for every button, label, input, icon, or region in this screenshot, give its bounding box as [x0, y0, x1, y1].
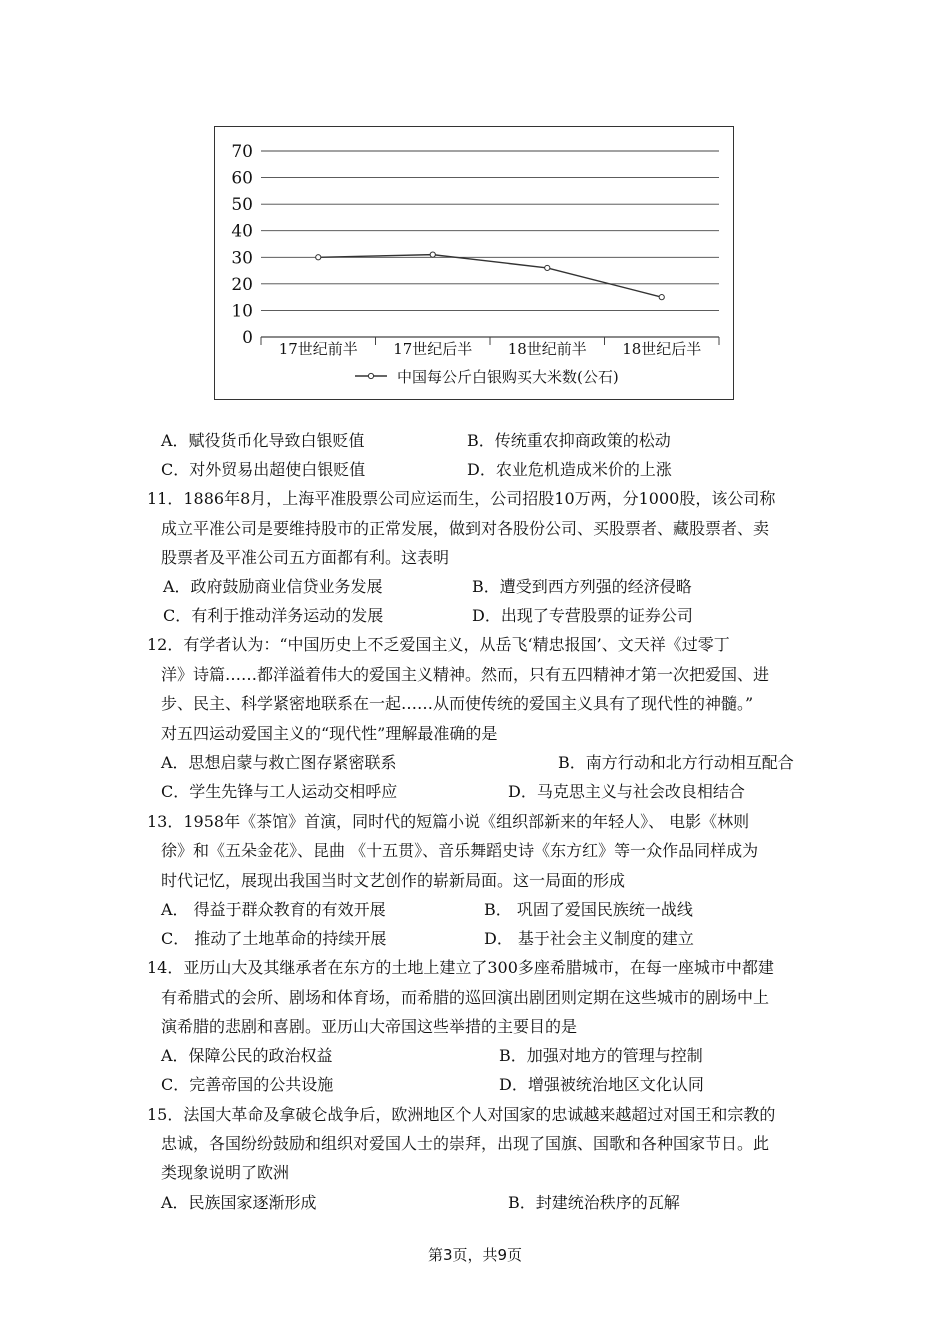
data-point	[316, 255, 321, 260]
line-chart-svg	[215, 127, 735, 401]
q14-stem-line: 14．亚历山大及其继承者在东方的土地上建立了300多座希腊城市，在每一座城市中都建	[147, 958, 774, 977]
q13-option-b: B． 巩固了爱国民族统一战线	[484, 900, 693, 919]
q13-option-a: A． 得益于群众教育的有效开展	[161, 900, 386, 919]
q13-option-d: D． 基于社会主义制度的建立	[484, 929, 694, 948]
y-tick-label: 10	[231, 301, 253, 322]
data-point	[430, 252, 435, 257]
q12-option-a: A．思想启蒙与救亡图存紧密联系	[161, 753, 397, 772]
legend-label: 中国每公斤白银购买大米数(公石)	[397, 368, 619, 386]
silver-rice-chart	[214, 126, 734, 400]
q11-stem-line: 成立平准公司是要维持股市的正常发展，做到对各股份公司、买股票者、藏股票者、卖	[161, 519, 770, 538]
q10-option-a: A．赋役货币化导致白银贬值	[161, 431, 365, 450]
q12-option-d: D．马克思主义与社会改良相结合	[508, 782, 745, 801]
q12-stem-line: 洋》诗篇……都洋溢着伟大的爱国主义精神。然而，只有五四精神才第一次把爱国、进	[161, 665, 770, 684]
x-tick-label: 17世纪前半	[278, 340, 358, 358]
q10-option-d: D．农业危机造成米价的上涨	[467, 460, 672, 479]
q12-option-b: B．南方行动和北方行动相互配合	[558, 753, 794, 772]
q15-option-a: A．民族国家逐渐形成	[161, 1193, 317, 1212]
y-tick-label: 40	[231, 221, 253, 242]
y-tick-label: 20	[231, 274, 253, 295]
series-line	[318, 255, 662, 298]
q15-stem-line: 忠诚，各国纷纷鼓励和组织对爱国人士的崇拜，出现了国旗、国歌和各种国家节日。此	[161, 1134, 770, 1153]
page-number-footer: 第3页，共9页	[427, 1246, 523, 1264]
q12-stem-line: 步、民主、科学紧密地联系在一起……从而使传统的爱国主义具有了现代性的神髓。”	[161, 694, 754, 713]
x-tick-label: 18世纪后半	[622, 340, 702, 358]
q11-option-c: C．有利于推动洋务运动的发展	[163, 606, 384, 625]
x-tick-label: 17世纪后半	[393, 340, 473, 358]
legend-marker	[368, 373, 373, 378]
q13-stem-line: 徐》和《五朵金花》、昆曲 《十五贯》、音乐舞蹈史诗《东方红》等一众作品同样成为	[161, 841, 759, 860]
q13-stem-line: 时代记忆，展现出我国当时文艺创作的崭新局面。这一局面的形成	[161, 871, 626, 890]
data-point	[659, 295, 664, 300]
q13-stem-line: 13．1958年《茶馆》首演，同时代的短篇小说《组织部新来的年轻人》、 电影《林则	[147, 812, 750, 831]
data-point	[545, 265, 550, 270]
y-tick-label: 70	[231, 142, 253, 162]
q12-stem-line: 对五四运动爱国主义的“现代性”理解最准确的是	[161, 724, 498, 743]
q15-option-b: B．封建统治秩序的瓦解	[508, 1193, 680, 1212]
y-tick-label: 50	[231, 195, 253, 216]
y-tick-label: 30	[231, 248, 253, 269]
q11-option-b: B．遭受到西方列强的经济侵略	[472, 577, 692, 596]
q15-stem-line: 类现象说明了欧洲	[161, 1163, 290, 1182]
x-tick-label: 18世纪前半	[507, 340, 587, 358]
q14-option-d: D．增强被统治地区文化认同	[499, 1075, 704, 1094]
q10-option-c: C．对外贸易出超使白银贬值	[161, 460, 366, 479]
q13-option-c: C． 推动了土地革命的持续开展	[161, 929, 387, 948]
q10-option-b: B．传统重农抑商政策的松动	[467, 431, 671, 450]
q11-option-a: A．政府鼓励商业信贷业务发展	[163, 577, 383, 596]
q14-option-b: B．加强对地方的管理与控制	[499, 1046, 703, 1065]
q14-option-c: C．完善帝国的公共设施	[161, 1075, 334, 1094]
q15-stem-line: 15．法国大革命及拿破仑战争后，欧洲地区个人对国家的忠诚越来越超过对国王和宗教的	[147, 1105, 776, 1124]
q12-stem-line: 12．有学者认为：“中国历史上不乏爱国主义，从岳飞‘精忠报国’、文天祥《过零丁	[147, 635, 730, 654]
q11-stem-line: 股票者及平准公司五方面都有利。这表明	[161, 548, 450, 567]
q12-option-c: C．学生先锋与工人运动交相呼应	[161, 782, 398, 801]
q14-stem-line: 演希腊的悲剧和喜剧。亚历山大帝国这些举措的主要目的是	[161, 1017, 578, 1036]
y-tick-label: 60	[231, 168, 253, 189]
q14-option-a: A．保障公民的政治权益	[161, 1046, 333, 1065]
q11-option-d: D．出现了专营股票的证券公司	[472, 606, 693, 625]
q11-stem-line: 11．1886年8月，上海平准股票公司应运而生，公司招股10万两，分1000股，该公司称	[147, 489, 776, 508]
q14-stem-line: 有希腊式的会所、剧场和体育场，而希腊的巡回演出剧团则定期在这些城市的剧场中上	[161, 988, 770, 1007]
y-tick-label: 0	[242, 328, 253, 348]
